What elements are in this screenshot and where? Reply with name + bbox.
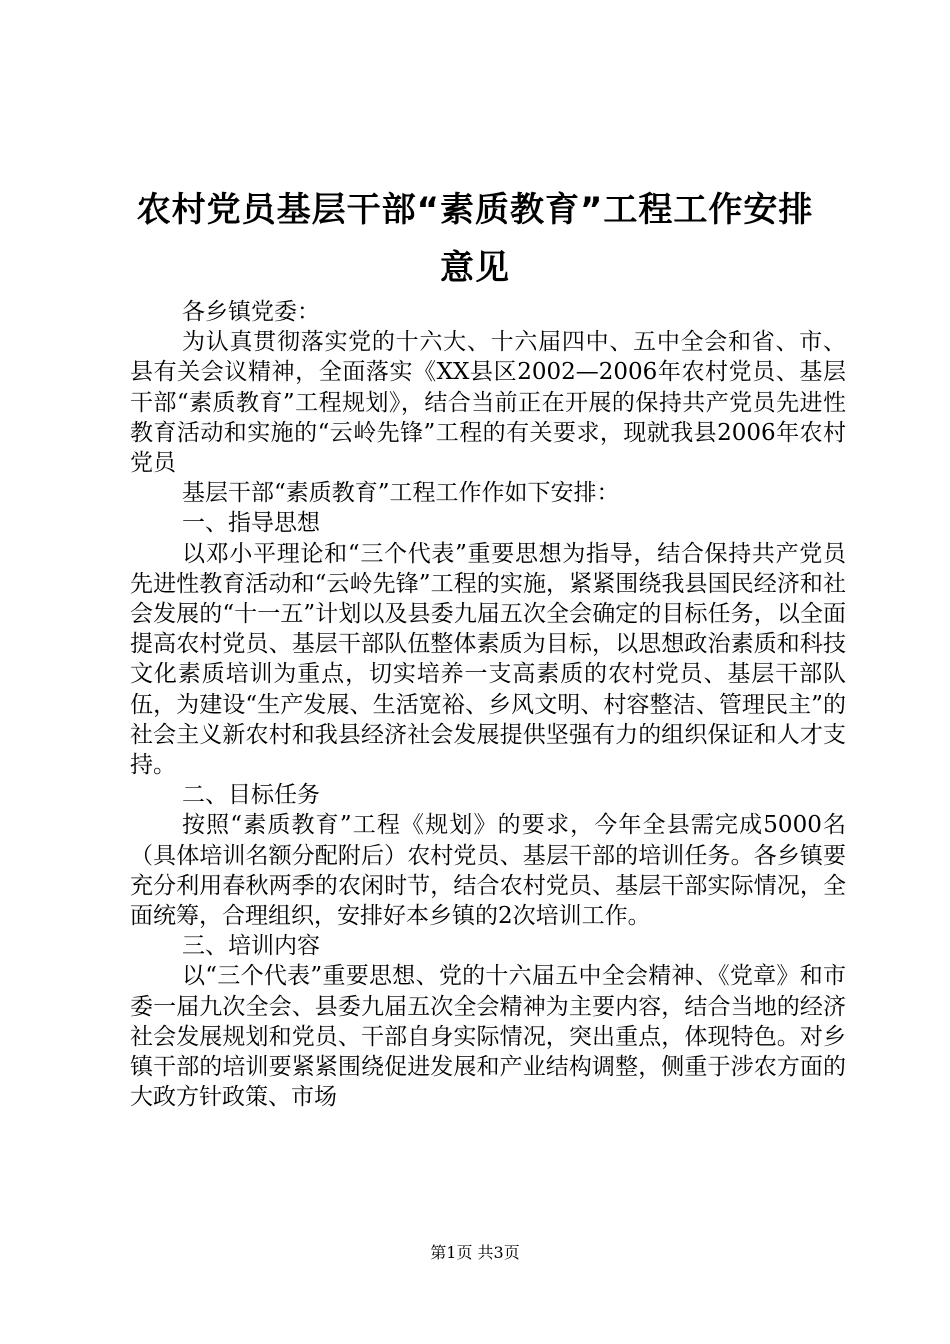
section-heading-targets: 二、目标任务 [182, 782, 320, 809]
document-title-line-1: 农村党员基层干部“素质教育”工程工作安排 [136, 190, 814, 230]
section-heading-training-content: 三、培训内容 [182, 933, 320, 960]
guiding-ideology-paragraph: 以邓小平理论和“三个代表”重要思想为指导，结合保持共产党员先进性教育活动和“云岭先锋”工程的实施，紧紧围绕我县国民经济和社会发展的“十一五”计划以及县委九届五次全会确定的目标任务，以全面提高农村党员、基层干部队伍整体素质为目标，以思想政治素质和科技文化素质培训为重点，切实培养一支高素质的农村党员、基层干部队伍，为建设“生产发展、生活宽裕、乡风文明、村容整洁、管理民主”的社会主义新农村和我县经济社会发展提供坚强有力的组织保证和人才支持。 [130, 540, 846, 779]
training-content-paragraph: 以“三个代表”重要思想、党的十六届五中全会精神、《党章》和市委一届九次全会、县委九届五次全会精神为主要内容，结合当地的经济社会发展规划和党员、干部自身实际情况，突出重点，体现特色。对乡镇干部的培训要紧紧围绕促进发展和产业结构调整，侧重于涉农方面的大政方针政策、市场 [130, 963, 846, 1111]
intro-paragraph: 为认真贯彻落实党的十六大、十六届四中、五中全会和省、市、县有关会议精神，全面落实《XX县区2002—2006年农村党员、基层干部“素质教育”工程规划》，结合当前正在开展的保持共产党员先进性教育活动和实施的“云岭先锋”工程的有关要求，现就我县2006年农村党员 [130, 329, 846, 477]
section-heading-guiding-ideology: 一、指导思想 [182, 510, 320, 537]
page-footer: 第1页 共3页 [430, 1243, 520, 1262]
intro-continuation: 基层干部“素质教育”工程工作作如下安排： [182, 480, 620, 507]
document-body [130, 297, 846, 1112]
targets-paragraph: 按照“素质教育”工程《规划》的要求，今年全县需完成5000名（具体培训名额分配附后）农村党员、基层干部的培训任务。各乡镇要充分利用春秋两季的农闲时节，结合农村党员、基层干部实际情况，全面统筹，合理组织，安排好本乡镇的2次培训工作。 [130, 812, 846, 930]
salutation: 各乡镇党委： [182, 299, 320, 325]
document-title-line-2: 意见 [440, 248, 510, 288]
